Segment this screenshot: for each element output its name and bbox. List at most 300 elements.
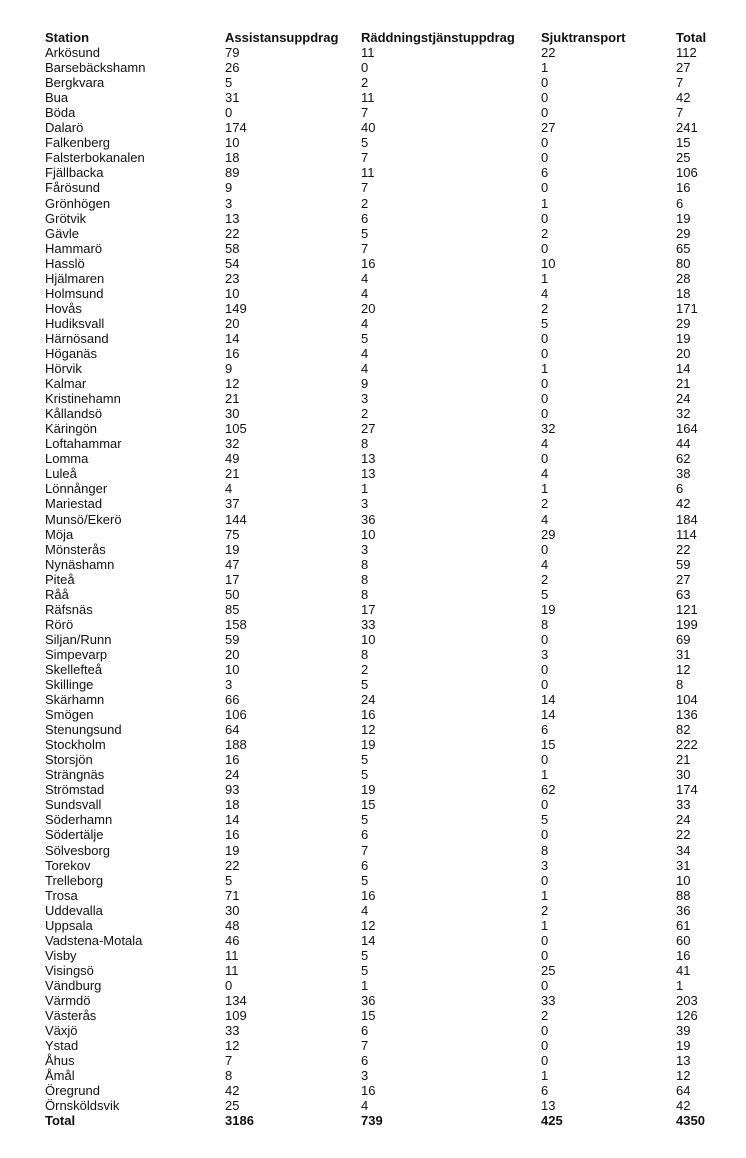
cell-assistansuppdrag: 54 [225,255,240,271]
cell-sjuktransport: 29 [541,526,556,542]
cell-assistansuppdrag: 10 [225,285,240,301]
cell-station: Käringön [45,421,98,437]
cell-sjuktransport: 4 [541,511,549,527]
table-row [45,963,713,978]
cell-raddningstjanstuppdrag: 33 [361,616,376,632]
cell-assistansuppdrag: 24 [225,767,240,783]
station-statistics-table [45,30,713,1128]
cell-station: Hjälmaren [45,270,105,286]
cell-assistansuppdrag: 21 [225,391,240,407]
table-row [45,90,713,105]
table-row [45,135,713,150]
table-row [45,933,713,948]
cell-raddningstjanstuppdrag: 4 [361,270,369,286]
cell-raddningstjanstuppdrag: 36 [361,511,376,527]
cell-total: 114 [676,526,697,542]
cell-station: Vadstena-Motala [45,932,143,948]
cell-sjuktransport: 27 [541,120,556,136]
cell-raddningstjanstuppdrag: 4 [361,361,369,377]
cell-station: Södertälje [45,827,104,843]
cell-assistansuppdrag: 5 [225,75,233,91]
cell-assistansuppdrag: 109 [225,1008,247,1024]
cell-assistansuppdrag: 58 [225,240,240,256]
cell-total: 1 [676,977,684,993]
cell-total: 34 [676,842,691,858]
cell-raddningstjanstuppdrag: 1 [361,481,369,497]
cell-raddningstjanstuppdrag: 4 [361,345,369,361]
cell-raddningstjanstuppdrag: 12 [361,917,376,933]
cell-assistansuppdrag: 10 [225,661,240,677]
cell-raddningstjanstuppdrag: 16 [361,707,376,723]
cell-assistansuppdrag: 14 [225,812,240,828]
cell-station: Falsterbokanalen [45,150,145,166]
cell-raddningstjanstuppdrag: 9 [361,376,369,392]
statistics-sheet [45,30,725,1128]
cell-total: 19 [676,330,691,346]
table-row [45,346,713,361]
cell-assistansuppdrag: 79 [225,45,240,61]
cell-station: Storsjön [45,752,93,768]
cell-assistansuppdrag: 8 [225,1068,233,1084]
cell-sjuktransport: 5 [541,315,549,331]
cell-total: 136 [676,707,698,723]
cell-assistansuppdrag: 59 [225,631,240,647]
cell-station: Gävle [45,225,79,241]
table-row [45,752,713,767]
cell-sjuktransport: 2 [541,225,549,241]
cell-sjuktransport: 0 [541,1038,549,1054]
cell-raddningstjanstuppdrag: 8 [361,436,369,452]
cell-sjuktransport: 0 [541,677,549,693]
cell-station: Falkenberg [45,135,111,151]
cell-total: 21 [676,752,691,768]
cell-total: 36 [676,902,691,918]
cell-assistansuppdrag: 25 [225,1098,240,1114]
cell-sjuktransport: 14 [541,707,556,723]
cell-station: Fjällbacka [45,165,104,181]
cell-sjuktransport: 2 [541,902,549,918]
cell-raddningstjanstuppdrag: 4 [361,1098,369,1114]
cell-assistansuppdrag: 22 [225,857,240,873]
cell-assistansuppdrag: 26 [225,60,240,76]
cell-raddningstjanstuppdrag: 3 [361,391,369,407]
cell-total: 22 [676,541,691,557]
cell-station: Bua [45,90,69,106]
cell-sjuktransport: 1 [541,887,549,903]
cell-raddningstjanstuppdrag: 6 [361,827,369,843]
cell-station: Söderhamn [45,812,113,828]
cell-assistansuppdrag: 13 [225,210,240,226]
cell-station: Bergkvara [45,75,105,91]
cell-station: Trosa [45,887,78,903]
cell-station: Rörö [45,616,74,632]
table-row [45,632,713,647]
cell-sjuktransport: 0 [541,827,549,843]
table-row [45,286,713,301]
cell-assistansuppdrag: 50 [225,586,240,602]
cell-sjuktransport: 2 [541,1008,549,1024]
cell-station: Åhus [45,1053,75,1069]
table-row [45,1008,713,1023]
cell-assistansuppdrag: 0 [225,977,233,993]
cell-assistansuppdrag: 174 [225,120,247,136]
cell-total: 27 [676,571,691,587]
cell-assistansuppdrag: 30 [225,902,240,918]
cell-sjuktransport: 1 [541,60,549,76]
cell-assistansuppdrag: 31 [225,90,240,106]
cell-total: 31 [676,646,691,662]
table-row [45,481,713,496]
cell-station: Vändburg [45,977,102,993]
total-assistansuppdrag: 3186 [225,1113,254,1129]
cell-raddningstjanstuppdrag: 19 [361,737,376,753]
cell-sjuktransport: 2 [541,496,549,512]
cell-station: Munsö/Ekerö [45,511,122,527]
cell-assistansuppdrag: 49 [225,451,240,467]
cell-sjuktransport: 5 [541,586,549,602]
cell-total: 65 [676,240,691,256]
cell-raddningstjanstuppdrag: 8 [361,586,369,602]
cell-total: 69 [676,631,691,647]
cell-total: 22 [676,827,691,843]
cell-assistansuppdrag: 3 [225,195,233,211]
cell-sjuktransport: 0 [541,451,549,467]
header-sjuktransport: Sjuktransport [541,30,626,45]
cell-sjuktransport: 6 [541,1083,549,1099]
cell-station: Möja [45,526,74,542]
table-row [45,797,713,812]
cell-assistansuppdrag: 47 [225,556,240,572]
cell-sjuktransport: 1 [541,481,549,497]
cell-station: Sundsvall [45,797,102,813]
cell-sjuktransport: 0 [541,947,549,963]
cell-total: 241 [676,120,698,136]
cell-assistansuppdrag: 188 [225,737,247,753]
table-row [45,1083,713,1098]
total-raddningstjanstuppdrag: 739 [361,1113,383,1129]
table-row [45,767,713,782]
cell-total: 61 [676,917,691,933]
cell-sjuktransport: 0 [541,180,549,196]
cell-station: Skillinge [45,677,94,693]
cell-station: Höganäs [45,345,98,361]
cell-sjuktransport: 0 [541,661,549,677]
cell-raddningstjanstuppdrag: 13 [361,466,376,482]
table-row [45,196,713,211]
total-total: 4350 [676,1113,705,1129]
cell-raddningstjanstuppdrag: 15 [361,1008,376,1024]
cell-sjuktransport: 6 [541,722,549,738]
cell-assistansuppdrag: 71 [225,887,240,903]
cell-sjuktransport: 1 [541,270,549,286]
cell-total: 20 [676,345,691,361]
cell-sjuktransport: 15 [541,737,556,753]
cell-assistansuppdrag: 64 [225,722,240,738]
cell-raddningstjanstuppdrag: 6 [361,210,369,226]
table-row [45,812,713,827]
cell-assistansuppdrag: 9 [225,180,233,196]
table-row [45,512,713,527]
cell-raddningstjanstuppdrag: 10 [361,631,376,647]
cell-sjuktransport: 62 [541,782,556,798]
table-row [45,827,713,842]
table-row [45,692,713,707]
cell-assistansuppdrag: 144 [225,511,247,527]
cell-assistansuppdrag: 11 [225,947,239,963]
table-row [45,1038,713,1053]
cell-sjuktransport: 8 [541,842,549,858]
cell-raddningstjanstuppdrag: 2 [361,75,369,91]
cell-assistansuppdrag: 19 [225,842,240,858]
cell-station: Lönnånger [45,481,108,497]
cell-sjuktransport: 0 [541,90,549,106]
cell-assistansuppdrag: 105 [225,421,247,437]
total-sjuktransport: 425 [541,1113,563,1129]
cell-assistansuppdrag: 46 [225,932,240,948]
cell-total: 60 [676,932,691,948]
cell-station: Kållandsö [45,406,103,422]
table-row [45,165,713,180]
cell-total: 112 [676,45,697,61]
cell-total: 8 [676,677,684,693]
cell-raddningstjanstuppdrag: 2 [361,661,369,677]
table-row [45,572,713,587]
cell-total: 30 [676,767,691,783]
cell-station: Råå [45,586,69,602]
cell-station: Skärhamn [45,692,105,708]
cell-sjuktransport: 0 [541,752,549,768]
cell-station: Stockholm [45,737,106,753]
cell-assistansuppdrag: 66 [225,692,240,708]
total-label: Total [45,1113,76,1129]
table-row [45,60,713,75]
cell-station: Sölvesborg [45,842,111,858]
cell-raddningstjanstuppdrag: 5 [361,677,369,693]
cell-raddningstjanstuppdrag: 0 [361,60,369,76]
cell-raddningstjanstuppdrag: 4 [361,902,369,918]
table-row [45,707,713,722]
cell-raddningstjanstuppdrag: 5 [361,225,369,241]
table-row [45,361,713,376]
cell-assistansuppdrag: 0 [225,105,233,121]
table-row [45,271,713,286]
cell-raddningstjanstuppdrag: 8 [361,556,369,572]
cell-raddningstjanstuppdrag: 5 [361,330,369,346]
cell-total: 33 [676,797,691,813]
table-row [45,1053,713,1068]
cell-raddningstjanstuppdrag: 7 [361,240,369,256]
cell-raddningstjanstuppdrag: 6 [361,1053,369,1069]
table-row [45,105,713,120]
cell-total: 44 [676,436,691,452]
cell-total: 14 [676,361,691,377]
cell-raddningstjanstuppdrag: 19 [361,782,376,798]
cell-raddningstjanstuppdrag: 5 [361,767,369,783]
cell-total: 24 [676,391,691,407]
cell-raddningstjanstuppdrag: 5 [361,752,369,768]
table-row [45,496,713,511]
cell-total: 29 [676,225,691,241]
cell-total: 24 [676,812,691,828]
header-total: Total [676,30,707,45]
cell-total: 64 [676,1083,691,1099]
cell-assistansuppdrag: 19 [225,541,240,557]
cell-sjuktransport: 32 [541,421,556,437]
table-row [45,406,713,421]
cell-sjuktransport: 4 [541,556,549,572]
cell-raddningstjanstuppdrag: 3 [361,1068,369,1084]
cell-assistansuppdrag: 17 [225,571,240,587]
cell-station: Värmdö [45,993,91,1008]
cell-total: 7 [676,105,684,121]
cell-station: Dalarö [45,120,84,136]
cell-total: 104 [676,692,698,708]
table-row [45,662,713,677]
cell-total: 28 [676,270,691,286]
cell-station: Visingsö [45,962,94,978]
cell-total: 164 [676,421,698,437]
table-row [45,391,713,406]
cell-sjuktransport: 0 [541,345,549,361]
cell-total: 171 [676,300,698,316]
table-header-row [45,30,713,45]
cell-station: Strömstad [45,782,105,798]
cell-station: Skellefteå [45,661,103,677]
cell-raddningstjanstuppdrag: 11 [361,90,375,106]
cell-raddningstjanstuppdrag: 7 [361,105,369,121]
cell-station: Piteå [45,571,75,587]
table-row [45,180,713,195]
cell-assistansuppdrag: 20 [225,646,240,662]
cell-total: 222 [676,737,698,753]
cell-raddningstjanstuppdrag: 3 [361,541,369,557]
cell-raddningstjanstuppdrag: 7 [361,150,369,166]
cell-total: 42 [676,496,691,512]
cell-station: Uddevalla [45,902,103,918]
cell-total: 82 [676,722,691,738]
cell-sjuktransport: 0 [541,872,549,888]
cell-station: Räfsnäs [45,601,93,617]
cell-assistansuppdrag: 149 [225,300,247,316]
table-row [45,873,713,888]
cell-station: Ystad [45,1038,79,1054]
cell-station: Stenungsund [45,722,122,738]
cell-station: Hasslö [45,255,85,271]
table-row [45,150,713,165]
cell-raddningstjanstuppdrag: 4 [361,315,369,331]
cell-sjuktransport: 3 [541,646,549,662]
cell-raddningstjanstuppdrag: 15 [361,797,376,813]
cell-sjuktransport: 0 [541,391,549,407]
cell-total: 32 [676,406,691,422]
cell-sjuktransport: 33 [541,993,556,1008]
cell-assistansuppdrag: 7 [225,1053,233,1069]
cell-total: 10 [676,872,691,888]
cell-station: Torekov [45,857,91,873]
cell-total: 121 [676,601,698,617]
header-station: Station [45,30,90,45]
cell-assistansuppdrag: 93 [225,782,240,798]
cell-total: 126 [676,1008,698,1024]
cell-assistansuppdrag: 18 [225,150,240,166]
cell-total: 88 [676,887,691,903]
cell-total: 19 [676,1038,691,1054]
cell-assistansuppdrag: 21 [225,466,240,482]
cell-raddningstjanstuppdrag: 13 [361,451,376,467]
cell-total: 39 [676,1023,691,1039]
cell-assistansuppdrag: 16 [225,752,240,768]
cell-station: Hudiksvall [45,315,105,331]
cell-raddningstjanstuppdrag: 1 [361,977,369,993]
cell-assistansuppdrag: 3 [225,677,233,693]
cell-raddningstjanstuppdrag: 5 [361,135,369,151]
cell-station: Örnsköldsvik [45,1098,120,1114]
cell-total: 38 [676,466,691,482]
cell-raddningstjanstuppdrag: 6 [361,857,369,873]
cell-sjuktransport: 0 [541,541,549,557]
cell-total: 29 [676,315,691,331]
cell-raddningstjanstuppdrag: 24 [361,692,376,708]
cell-total: 174 [676,782,698,798]
cell-sjuktransport: 4 [541,436,549,452]
table-row [45,737,713,752]
cell-station: Fårösund [45,180,100,196]
cell-raddningstjanstuppdrag: 5 [361,947,369,963]
cell-assistansuppdrag: 22 [225,225,240,241]
cell-raddningstjanstuppdrag: 8 [361,571,369,587]
cell-station: Mönsterås [45,541,106,557]
cell-sjuktransport: 1 [541,917,549,933]
cell-assistansuppdrag: 48 [225,917,240,933]
cell-station: Siljan/Runn [45,631,112,647]
table-row [45,316,713,331]
table-row [45,677,713,692]
cell-total: 41 [676,962,691,978]
table-row [45,843,713,858]
cell-sjuktransport: 14 [541,692,556,708]
cell-assistansuppdrag: 33 [225,1023,240,1039]
cell-total: 15 [676,135,691,151]
table-row [45,782,713,797]
cell-assistansuppdrag: 89 [225,165,240,181]
cell-sjuktransport: 13 [541,1098,556,1114]
cell-assistansuppdrag: 23 [225,270,240,286]
cell-sjuktransport: 8 [541,616,549,632]
cell-station: Visby [45,947,77,963]
cell-assistansuppdrag: 75 [225,526,240,542]
cell-total: 203 [676,993,698,1008]
table-row [45,421,713,436]
cell-sjuktransport: 3 [541,857,549,873]
cell-assistansuppdrag: 85 [225,601,240,617]
cell-sjuktransport: 0 [541,75,549,91]
cell-total: 21 [676,376,691,392]
cell-total: 6 [676,195,684,211]
cell-station: Arkösund [45,45,100,61]
cell-assistansuppdrag: 5 [225,872,233,888]
cell-sjuktransport: 0 [541,406,549,422]
cell-station: Simpevarp [45,646,108,662]
cell-assistansuppdrag: 12 [225,1038,240,1054]
cell-station: Västerås [45,1008,97,1024]
cell-total: 12 [676,661,691,677]
cell-total: 106 [676,165,698,181]
cell-sjuktransport: 0 [541,1023,549,1039]
table-row [45,903,713,918]
table-row [45,211,713,226]
cell-raddningstjanstuppdrag: 7 [361,842,369,858]
cell-total: 13 [676,1053,691,1069]
